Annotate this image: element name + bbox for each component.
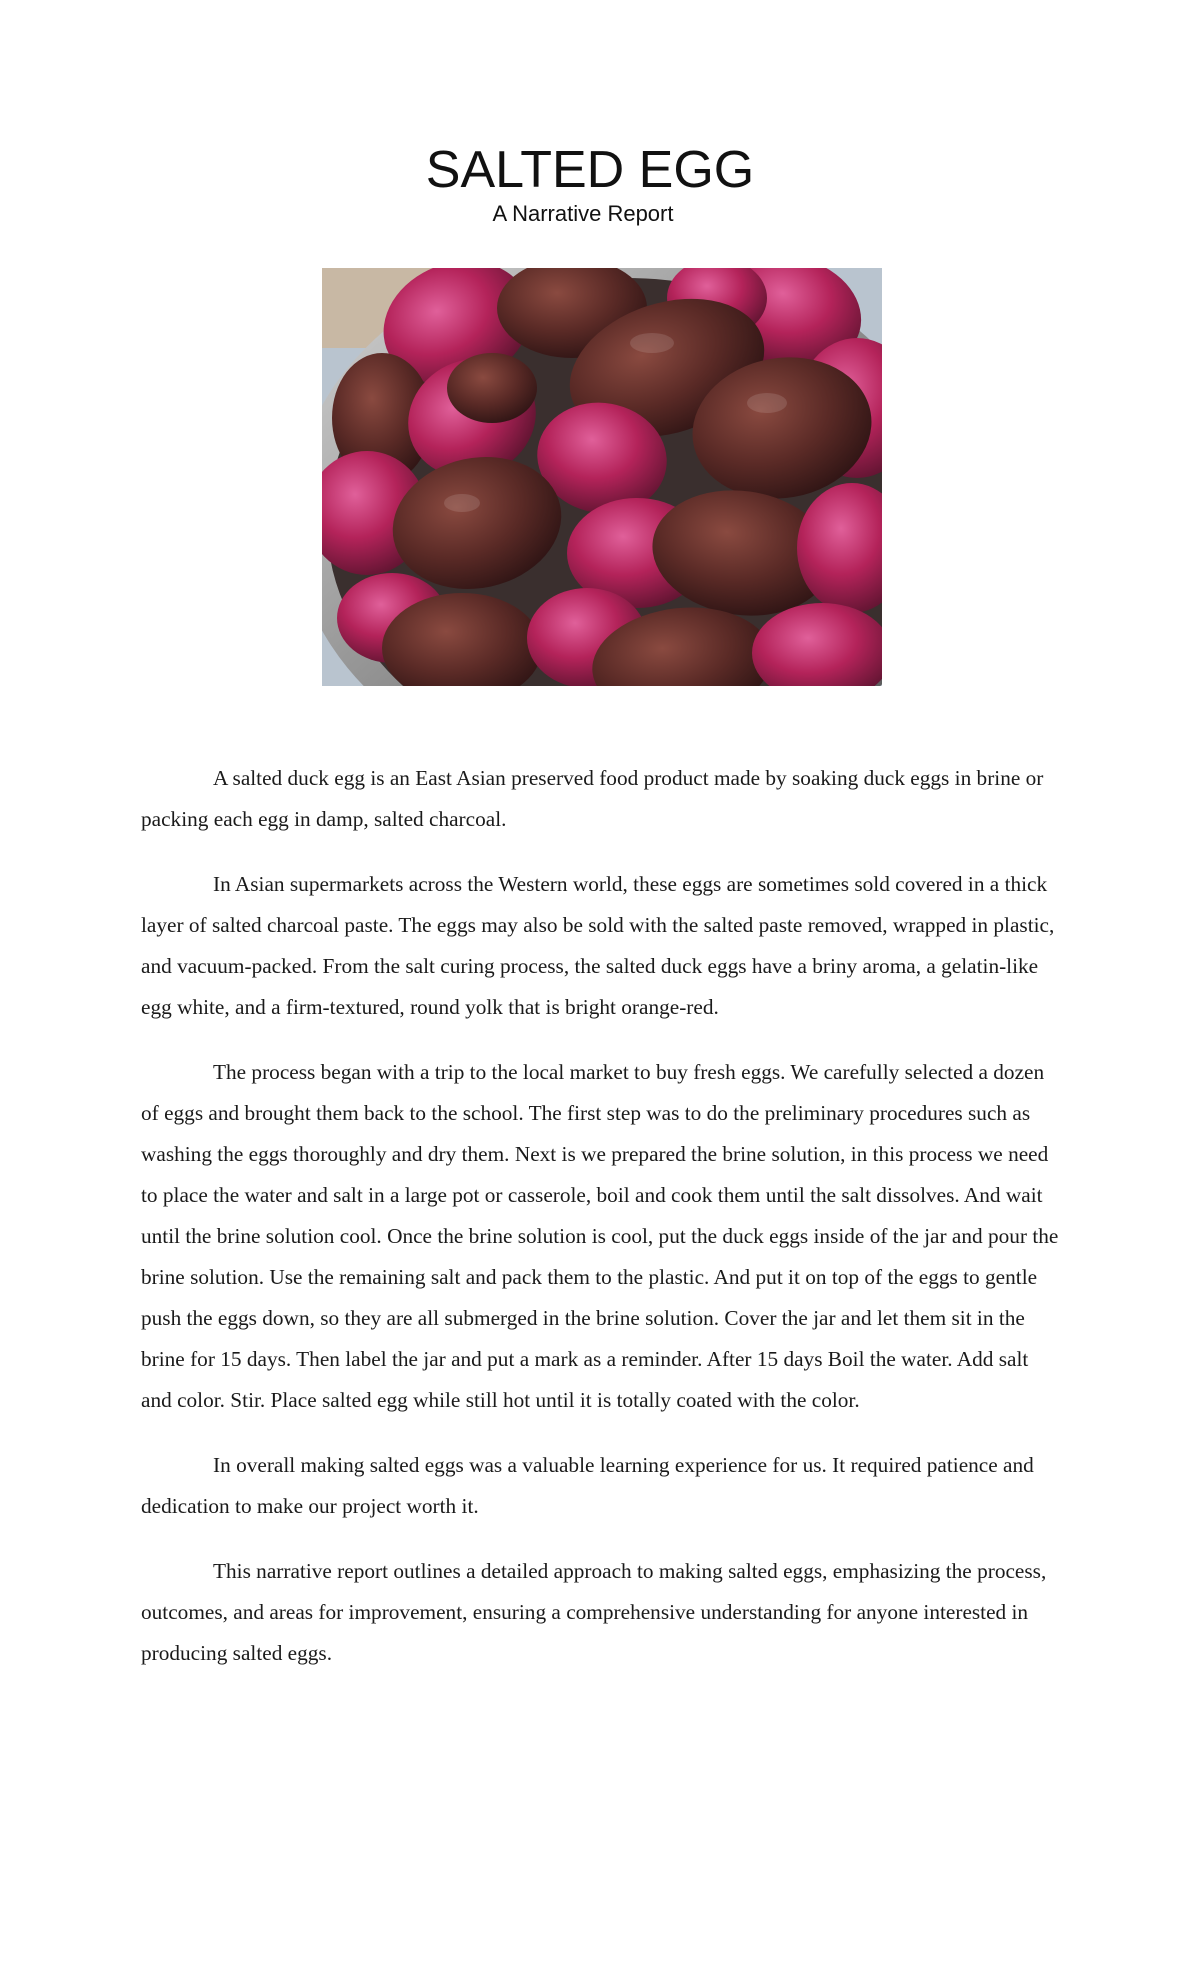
paragraph-3: The process began with a trip to the local market to buy fresh eggs. We carefully selected a dozen of eggs and brought them back to the school. The first step was to do the preliminary procedures such as washing the eggs thoroughly and dry them. Next is we prepared the brine solution, in this process we need to place the water and salt in a large pot or casserole, boil and cook them until the salt dissolves. And wait until the brine solution cool. Once the brine solution is cool, put the duck eggs inside of the jar and pour the brine solution. Use the remaining salt and pack them to the plastic. And put it on top of the eggs to gentle push the eggs down, so they are all submerged in the brine solution. Cover the jar and let them sit in the brine for 15 days. Then label the jar and put a mark as a reminder. After 15 days Boil the water. Add salt and color. Stir. Place salted egg while still hot until it is totally coated with the color. bbox=[141, 1060, 1059, 1412]
paragraph-5: This narrative report outlines a detailed approach to making salted eggs, emphasizing the process, outcomes, and areas for improvement, ensuring a comprehensive understanding for anyone interested in producing salted eggs. bbox=[141, 1559, 1047, 1665]
paragraph-1: A salted duck egg is an East Asian preserved food product made by soaking duck eggs in brine or packing each egg in damp, salted charcoal. bbox=[141, 766, 1044, 831]
salted-eggs-photo bbox=[322, 268, 882, 686]
salted-eggs-image bbox=[322, 268, 882, 686]
paragraph-4: In overall making salted eggs was a valuable learning experience for us. It required patience and dedication to make our project worth it. bbox=[141, 1453, 1034, 1518]
page-title: SALTED EGG bbox=[425, 141, 755, 199]
report-body bbox=[141, 758, 1063, 1698]
page-subtitle: A Narrative Report bbox=[492, 201, 674, 226]
paragraph-2: In Asian supermarkets across the Western world, these eggs are sometimes sold covered in a thick layer of salted charcoal paste. The eggs may also be sold with the salted paste removed, wrapped in plastic, and vacuum-packed. From the salt curing process, the salted duck eggs have a briny aroma, a gelatin-like egg white, and a firm-textured, round yolk that is bright orange-red. bbox=[141, 872, 1055, 1019]
title-block bbox=[425, 140, 755, 228]
